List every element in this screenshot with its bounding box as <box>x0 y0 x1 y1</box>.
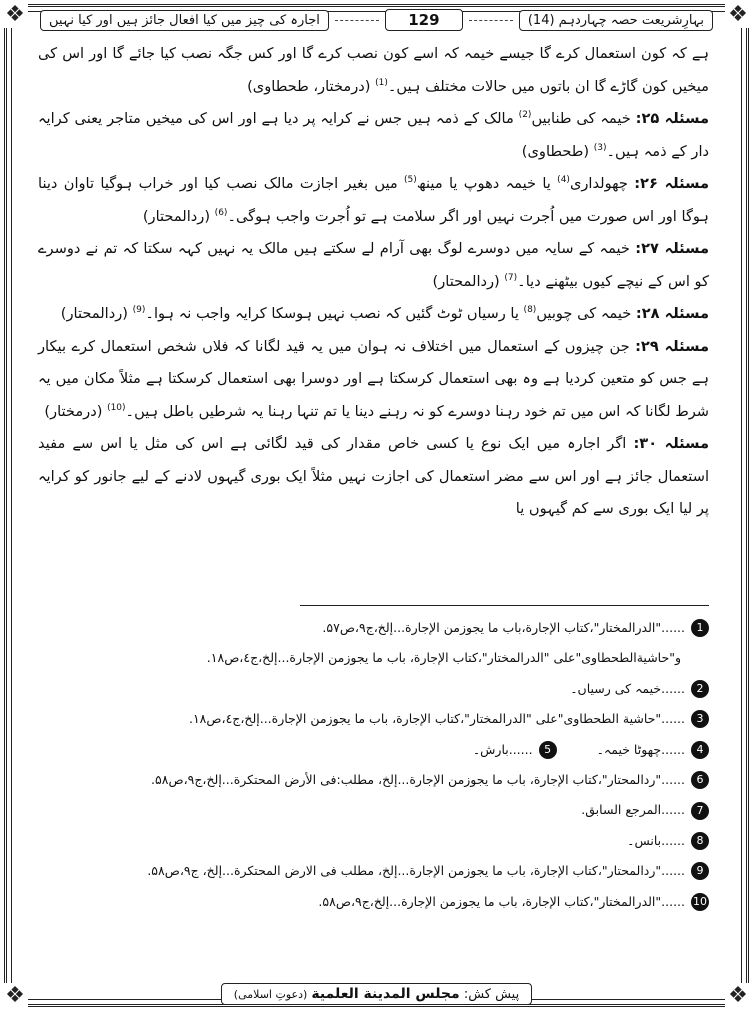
masala-30: مسئلہ ۳۰: اگر اجارہ میں ایک نوع یا کسی خاص مقدار کی قید لگائی ہے اس کی مثل یا اس سے مفید استعمال جائز ہے اور اس سے مضر استعمال کی اجازت نہیں مثلاً ایک بوری گیہوں لادنے کے لیے جانور کو کرایہ پر لیا ایک بوری سے کم گیہوں یا <box>38 435 709 517</box>
footnote: 6 ......"ردالمحتار"،کتاب الإجارة، باب ما یجوزمن الإجارة...إلخ، مطلب:فی الأرض المحتكرة...إلخ،ج۹،ص۵۸. <box>38 765 709 795</box>
masala-28: مسئلہ ۲۸: خیمہ کی چوبیں$^{(8)}$ یا رسیاں ٹوٹ گئیں کہ نصب نہیں ہوسکا کرایہ واجب نہ ہوا۔$^{(9)}$ (ردالمحتار) <box>60 305 709 322</box>
footnote: 7 ......المرجع السابق. <box>38 795 709 825</box>
footnote-number: 6 <box>691 771 709 789</box>
footnote-number: 1 <box>691 619 709 637</box>
page-header <box>40 6 713 34</box>
publisher-name: مجلس المدینة العلمیة <box>311 986 460 1002</box>
footnote: 2 ......خیمہ کی رسیاں۔ <box>38 674 709 704</box>
footnote-number: 7 <box>691 802 709 820</box>
footnote-continuation: و"حاشیةالطحطاوی"علی "الدرالمختار"،کتاب الإجارة، باب ما یجوزمن الإجارة...إلخ،ج٤،ص١٨. <box>206 650 681 666</box>
paragraph: ہے کہ کون استعمال کرے گا جیسے خیمہ کہ اسے کون نصب کرے گا اور کس جگہ نصب کیا جائے گا اور اس کی میخیں کون گاڑے گا ان باتوں میں حالات مختلف ہیں۔$^{(1)}$ (درمختار، طحطاوی) <box>38 45 709 95</box>
main-text <box>38 38 709 526</box>
masala-label: مسئلہ ۲۷: <box>635 240 709 257</box>
header-divider <box>335 20 379 21</box>
corner-ornament-icon: ❖ <box>2 2 28 28</box>
footnote-number: 10 <box>691 893 709 911</box>
footnote-number: 9 <box>691 862 709 880</box>
footnote-number: 5 <box>539 741 557 759</box>
masala-label: مسئلہ ۲۸: <box>635 305 709 322</box>
page-number: 129 <box>385 9 462 31</box>
footnote: 4 ......چھوٹا خیمہ۔ 5 ......بارش۔ <box>38 735 709 765</box>
masala-label: مسئلہ ۲۶: <box>634 175 709 192</box>
masala-label: مسئلہ ۳۰: <box>633 435 709 452</box>
footnotes <box>38 613 709 917</box>
page-footer <box>0 983 753 1005</box>
footnote: 3 ......"حاشیة الطحطاوی"علی "الدرالمختار"،کتاب الإجارة، باب ما یجوزمن الإجارة...إلخ،ج٤،ص١٨. <box>38 704 709 734</box>
footnote: 9 ......"ردالمحتار"،کتاب الإجارة، باب ما یجوزمن الإجارة...إلخ، مطلب فی الارض المحتكرة...إلخ، ج۹،ص۵۸. <box>38 856 709 886</box>
masala-label: مسئلہ ۲۹: <box>635 337 709 355</box>
corner-ornament-icon: ❖ <box>725 2 751 28</box>
book-title: بہارِشریعت حصہ چہاردہم (14) <box>519 10 713 31</box>
footnote: 8 ......بانس۔ <box>38 826 709 856</box>
footnote: 1 ......"الدرالمختار"،کتاب الإجارة،باب ما یجوزمن الإجارة...إلخ،ج۹،ص۵۷. <box>38 613 709 643</box>
corner-ornament-icon: ❖ <box>725 983 751 1009</box>
masala-27: مسئلہ ۲۷: خیمہ کے سایہ میں دوسرے لوگ بھی آرام لے سکتے ہیں مالک یہ نہیں کہہ سکتا کہ تم نے دوسرے کو اس کے نیچے کیوں بیٹھنے دیا۔$^{(7)}$ (ردالمحتار) <box>38 240 709 290</box>
corner-ornament-icon: ❖ <box>2 983 28 1009</box>
footnote-divider <box>300 605 709 606</box>
footnote-number: 2 <box>691 680 709 698</box>
chapter-title: اجارہ کی چیز میں کیا افعال جائز ہیں اور کیا نہیں <box>40 10 329 31</box>
footnote-number: 4 <box>691 741 709 759</box>
footnote-number: 3 <box>691 710 709 728</box>
header-divider <box>469 20 513 21</box>
masala-26: مسئلہ ۲۶: چھولداری$^{(4)}$ یا خیمہ دھوپ یا مینھ$^{(5)}$ میں بغیر اجازت مالک نصب کیا اور خراب ہوگیا تاوان دینا ہوگا اور اس صورت میں اُجرت نہیں اور اگر سلامت ہے تو اُجرت واجب ہوگی۔$^{(6)}$ (ردالمحتار) <box>38 175 709 225</box>
footnote-number: 8 <box>691 832 709 850</box>
footnote: 10 ......"الدرالمختار"،کتاب الإجارة، باب ما یجوزمن الإجارة...إلخ،ج۹،ص۵۸. <box>38 887 709 917</box>
masala-29: مسئلہ ۲۹: جن چیزوں کے استعمال میں اختلاف نہ ہوان میں یہ قید لگانا کہ فلاں شخص استعمال کرے بیکار ہے جس کو متعین کردیا ہے وہ بھی استعمال کرسکتا ہے اور دوسرا بھی استعمال کرسکتا ہے مثلاً مکان میں یہ شرط لگانا کہ اس میں تم خود رہنا دوسرے کو نہ رہنے دینا یا تم تنہا رہنا یہ شرطیں باطل ہیں۔$^{(10)}$ (درمختار) <box>38 337 709 420</box>
masala-label: مسئلہ ۲۵: <box>635 110 710 127</box>
masala-25: مسئلہ ۲۵: خیمہ کی طنابیں$^{(2)}$ مالک کے ذمہ ہیں جس نے کرایہ پر دیا ہے اور اس کی میخیں متاجر یعنی کرایہ دار کے ذمہ ہیں۔$^{(3)}$ (طحطاوی) <box>38 110 710 160</box>
publisher-credit: پیش کش: مجلس المدینة العلمیة (دعوتِ اسلامی) <box>221 983 532 1005</box>
